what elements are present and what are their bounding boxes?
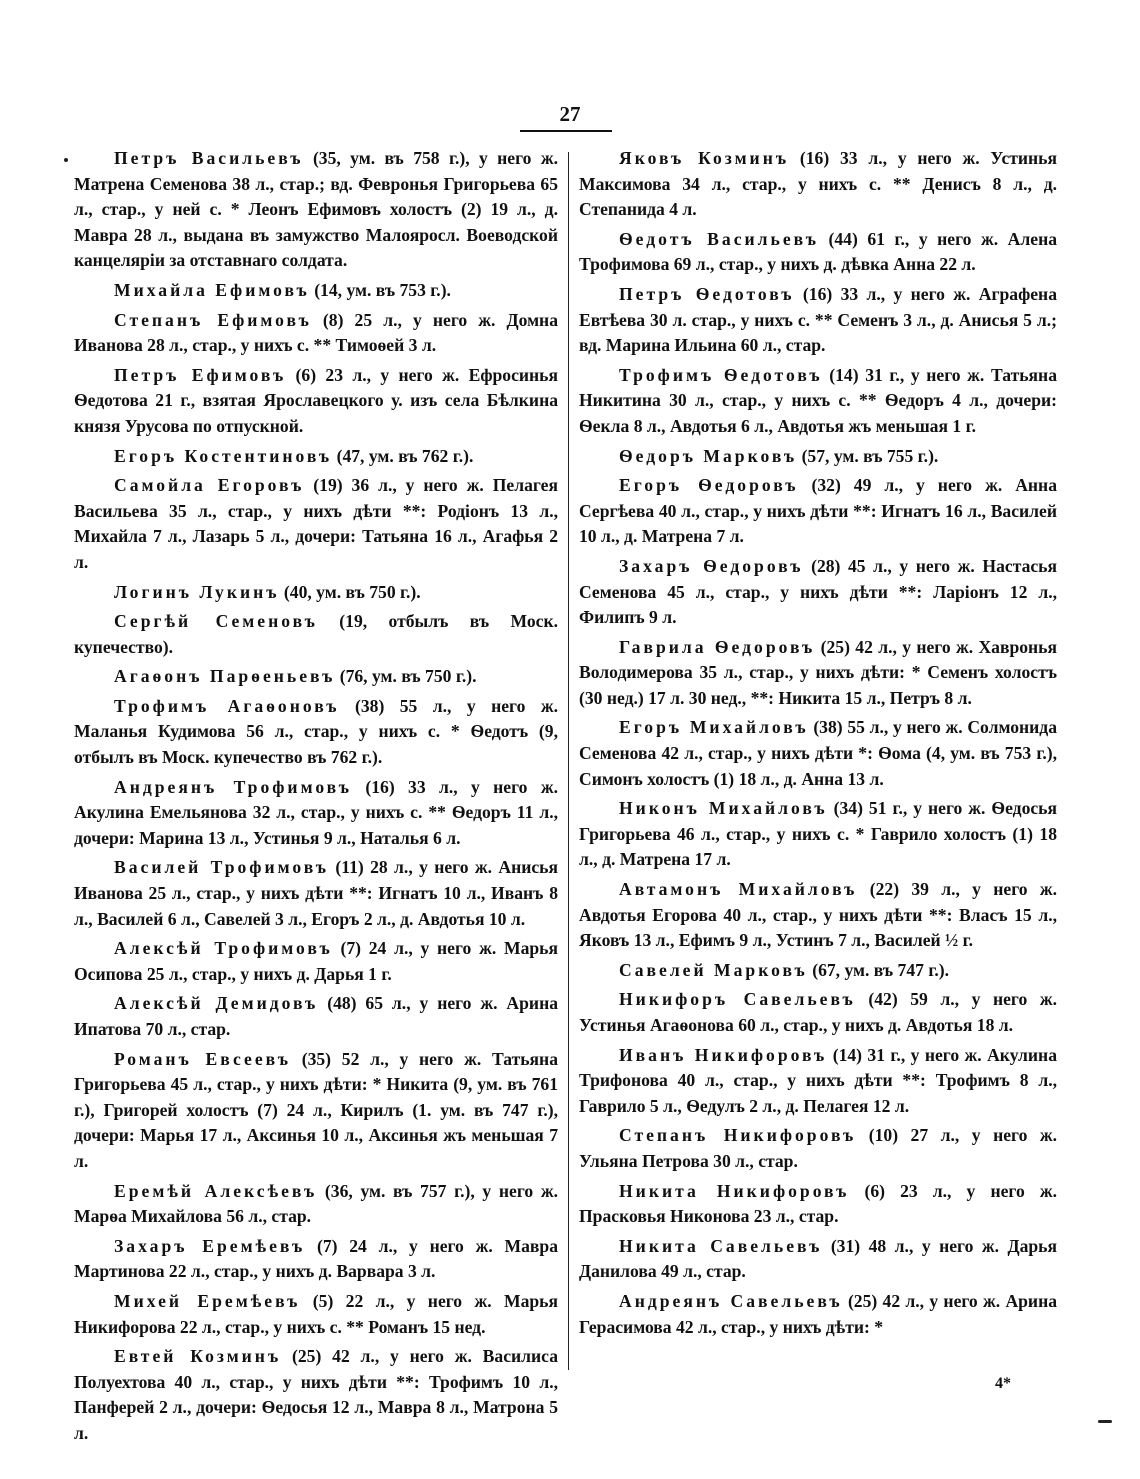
census-entry — [579, 1123, 1057, 1174]
person-name: Яковъ Козминъ — [619, 148, 790, 168]
census-entry — [74, 775, 558, 852]
person-name: Петръ Ѳедотовъ — [619, 283, 795, 304]
person-name: Егоръ Михайловъ — [619, 717, 809, 738]
person-name: Автамонъ Михайловъ — [619, 879, 858, 900]
person-name: Егоръ Ѳедоровъ — [619, 475, 799, 496]
entry-details: (38) 55 л., у него ж. Солмонида Семенова 42 л., стар., у нихъ дѣти *: Ѳома (4, ум. въ 753 г.), Симонъ холостъ (1) 18 л., д. Анна 13 л. — [579, 717, 1057, 789]
census-entry — [74, 1179, 558, 1230]
entry-details: (16) 33 л., у него ж. Устинья Максимова 34 л., стар., у нихъ с. ** Денисъ 8 л., д. Степанида 4 л. — [579, 148, 1057, 220]
person-name: Андреянъ Савельевъ — [619, 1290, 843, 1311]
person-name: Трофимъ Агаѳоновъ — [114, 695, 340, 716]
right-column — [579, 146, 1057, 1344]
person-name: Ѳедотъ Васильевъ — [619, 228, 819, 249]
person-name: Петръ Ефимовъ — [114, 364, 287, 385]
person-name: Петръ Васильевъ — [114, 148, 304, 168]
person-name: Самойла Егоровъ — [114, 475, 305, 496]
census-entry — [74, 1047, 558, 1175]
person-name: Агаѳонъ Парѳеньевъ — [114, 666, 336, 687]
census-entry — [74, 694, 558, 771]
census-entry — [74, 580, 558, 606]
person-name: Алексѣй Демидовъ — [114, 993, 319, 1014]
entry-details: (47, ум. въ 762 г.). — [332, 445, 474, 466]
person-name: Андреянъ Трофимовъ — [114, 776, 352, 797]
census-entry — [579, 146, 1057, 223]
census-entry — [579, 282, 1057, 359]
person-name: Егоръ Костентиновъ — [114, 445, 333, 466]
census-entry — [74, 473, 558, 575]
entry-details: (36, ум. въ 757 г.), у него ж. Марѳа Михайлова 56 л., стар. — [74, 1180, 558, 1227]
census-entry — [74, 278, 558, 304]
census-entry — [579, 715, 1057, 792]
entry-details: (32) 49 л., у него ж. Анна Сергѣева 40 л., стар., у нихъ дѣти **: Игнатъ 16 л., Василей 10 л., д. Матрена 7 л. — [579, 475, 1057, 547]
person-name: Михайла Ефимовъ — [114, 279, 310, 300]
census-entry — [579, 1234, 1057, 1285]
census-entry — [74, 1289, 558, 1340]
census-entry — [74, 855, 558, 932]
entry-details: (19) 36 л., у него ж. Пелагея Васильева 35 л., стар., у нихъ дѣти **: Родіонъ 13 л., Михайла 7 л., Лазарь 5 л., дочери: Татьяна 16 л., Агафья 2 л. — [74, 475, 558, 572]
census-entry — [579, 635, 1057, 712]
person-name: Савелей Марковъ — [619, 959, 808, 980]
entry-details: (35, ум. въ 758 г.), у него ж. Матрена Семенова 38 л., стар.; вд. Февронья Григорьева 65 л., стар., у ней с. * Леонъ Ефимовъ холостъ (2) 19 л., д. Мавра 28 л., выдана въ замужство Малояросл. Воеводской канцеляріи за отставнаго солдата. — [74, 148, 558, 271]
census-entry — [579, 1179, 1057, 1230]
entry-details: (16) 33 л., у него ж. Акулина Емельянова 32 л., стар., у нихъ с. ** Ѳедоръ 11 л., дочери: Марина 13 л., Устинья 9 л., Наталья 6 л. — [74, 776, 558, 848]
print-speck — [1098, 1420, 1112, 1423]
person-name: Логинъ Лукинъ — [114, 581, 280, 602]
entry-details: (34) 51 г., у него ж. Ѳедосья Григорьева 46 л., стар., у нихъ с. * Гаврило холостъ (1) 18 л., д. Матрена 17 л. — [579, 798, 1057, 870]
census-entry — [74, 664, 558, 690]
entry-details: (11) 28 л., у него ж. Анисья Иванова 25 л., стар., у нихъ дѣти **: Игнатъ 10 л., Иванъ 8 л., Василей 6 л., Савелей 3 л., Егоръ 2 л., д. Авдотья 10 л. — [74, 857, 558, 929]
census-entry — [579, 227, 1057, 278]
header-rule — [520, 130, 612, 132]
entry-details: (16) 33 л., у него ж. Аграфена Евтѣева 30 л. стар., у нихъ с. ** Семенъ 3 л., д. Анисья 5 л.; вд. Марина Ильина 60 л., стар. — [579, 283, 1057, 356]
census-entry — [579, 473, 1057, 550]
person-name: Степанъ Никифоровъ — [619, 1125, 857, 1146]
census-entry — [74, 936, 558, 987]
entry-details: (25) 42 л., у него ж. Василиса Полуехтова 40 л., стар., у нихъ дѣти **: Трофимъ 10 л., Панферей 2 л., дочери: Ѳедосья 12 л., Мавра 8 л., Матрона 5 л. — [74, 1346, 558, 1443]
entry-details: (40, ум. въ 750 г.). — [279, 581, 421, 602]
entry-details: (22) 39 л., у него ж. Авдотья Егорова 40 л., стар., у нихъ дѣти **: Власъ 15 л., Яковъ 13 л., Ефимъ 9 л., Устинъ 7 л., Василей ½ г. — [579, 879, 1057, 951]
census-entry — [74, 363, 558, 440]
entry-details: (76, ум. въ 750 г.). — [335, 666, 477, 687]
entry-details: (7) 24 л., у него ж. Мавра Мартинова 22 л., стар., у нихъ д. Варвара 3 л. — [74, 1235, 558, 1282]
entry-details: (6) 23 л., у него ж. Ефросинья Ѳедотова 21 г., взятая Ярославецкого у. изъ села Бѣлкина князя Урусова по отпускной. — [74, 364, 558, 436]
entry-details: (67, ум. въ 747 г.). — [807, 959, 949, 980]
census-entry — [579, 363, 1057, 440]
person-name: Гаврила Ѳедоровъ — [619, 636, 816, 657]
census-entry — [579, 987, 1057, 1038]
census-entry — [579, 796, 1057, 873]
entry-details: (25) 42 л., у него ж. Арина Герасимова 42 л., стар., у нихъ дѣти: * — [579, 1290, 1058, 1337]
entry-details: (6) 23 л., у него ж. Прасковья Никонова 23 л., стар. — [579, 1180, 1057, 1227]
census-entry — [579, 444, 1057, 470]
entry-details: (25) 42 л., у него ж. Хавронья Володимерова 35 л., стар., у нихъ дѣти: * Семенъ холостъ (30 нед.) 17 л. 30 нед., **: Никита 15 л., Петръ 8 л. — [579, 636, 1057, 708]
census-entry — [74, 1344, 558, 1446]
entry-details: (8) 25 л., у него ж. Домна Иванова 28 л., стар., у нихъ с. ** Тимоѳей 3 л. — [74, 309, 558, 356]
census-entry — [74, 609, 558, 660]
entry-details: (7) 24 л., у него ж. Марья Осипова 25 л., стар., у нихъ д. Дарья 1 г. — [74, 938, 559, 984]
print-speck — [64, 158, 68, 162]
census-entry — [74, 444, 558, 470]
person-name: Захаръ Еремѣевъ — [114, 1235, 306, 1256]
census-entry — [579, 958, 1057, 984]
entry-details: (31) 48 л., у него ж. Дарья Данилова 49 л., стар. — [579, 1235, 1057, 1282]
person-name: Захаръ Ѳедоровъ — [619, 555, 804, 576]
entry-details: (10) 27 л., у него ж. Ульяна Петрова 30 л., стар. — [579, 1125, 1058, 1171]
entry-details: (19, отбылъ въ Моск. купечество). — [74, 611, 558, 657]
census-entry — [74, 146, 558, 274]
person-name: Еремѣй Алексѣевъ — [114, 1180, 318, 1201]
person-name: Сергѣй Семеновъ — [114, 611, 318, 632]
entry-details: (14) 31 г., у него ж. Татьяна Никитина 30 л., стар., у нихъ с. ** Ѳедоръ 4 л., дочери: Ѳекла 8 л., Авдотья 6 л., Авдотья жъ меньшая 1 г. — [579, 364, 1057, 436]
census-entry — [74, 991, 558, 1042]
census-entry — [579, 554, 1057, 631]
left-column — [74, 146, 558, 1451]
entry-details: (14, ум. въ 753 г.). — [309, 279, 451, 300]
person-name: Романъ Евсеевъ — [114, 1048, 291, 1069]
person-name: Степанъ Ефимовъ — [114, 309, 312, 330]
census-entry — [579, 1043, 1057, 1120]
person-name: Трофимъ Ѳедотовъ — [619, 364, 823, 385]
entry-details: (57, ум. въ 755 г.). — [797, 445, 939, 466]
census-entry — [74, 1234, 558, 1285]
person-name: Ѳедоръ Марковъ — [619, 445, 798, 466]
census-entry — [74, 308, 558, 359]
entry-details: (28) 45 л., у него ж. Настасья Семенова 45 л., стар., у нихъ дѣти **: Ларіонъ 12 л., Филипъ 9 л. — [579, 555, 1057, 628]
entry-details: (38) 55 л., у него ж. Маланья Кудимова 56 л., стар., у нихъ с. * Ѳедотъ (9, отбылъ въ Моск. купечество въ 762 г.). — [74, 695, 558, 768]
person-name: Михей Еремѣевъ — [114, 1290, 301, 1311]
person-name: Иванъ Никифоровъ — [619, 1044, 828, 1065]
entry-details: (42) 59 л., у него ж. Устинья Агаѳонова 60 л., стар., у нихъ д. Авдотья 18 л. — [579, 989, 1057, 1035]
entry-details: (5) 22 л., у него ж. Марья Никифорова 22 л., стар., у нихъ с. ** Романъ 15 нед. — [74, 1290, 558, 1337]
entry-details: (35) 52 л., у него ж. Татьяна Григорьева 45 л., стар., у нихъ дѣти: * Никита (9, ум. въ 761 г.), Григорей холостъ (7) 24 л., Кирилъ (1. ум. въ 747 г.), дочери: Марья 17 л., Аксинья 10 л., Аксинья жъ меньшая 7 л. — [74, 1048, 558, 1171]
signature-mark: 4* — [995, 1375, 1011, 1392]
person-name: Никонъ Михайловъ — [619, 798, 828, 819]
person-name: Алексѣй Трофимовъ — [114, 938, 333, 959]
person-name: Евтей Козминъ — [114, 1346, 282, 1367]
census-entry — [579, 1289, 1057, 1340]
entry-details: (48) 65 л., у него ж. Арина Ипатова 70 л., стар. — [74, 993, 558, 1039]
person-name: Никита Никифоровъ — [619, 1180, 850, 1201]
person-name: Никита Савельевъ — [619, 1235, 823, 1256]
person-name: Василей Трофимовъ — [114, 857, 330, 878]
page-number: 27 — [559, 102, 581, 126]
entry-details: (14) 31 г., у него ж. Акулина Трифонова 40 л., стар., у нихъ дѣти **: Трофимъ 8 л., Гаврило 5 л., Ѳедулъ 2 л., д. Пелагея 12 л. — [579, 1044, 1057, 1116]
person-name: Никифоръ Савельевъ — [619, 989, 856, 1010]
column-divider — [568, 152, 569, 1370]
entry-details: (44) 61 г., у него ж. Алена Трофимова 69 л., стар., у нихъ д. дѣвка Анна 22 л. — [579, 228, 1057, 275]
census-entry — [579, 877, 1057, 954]
